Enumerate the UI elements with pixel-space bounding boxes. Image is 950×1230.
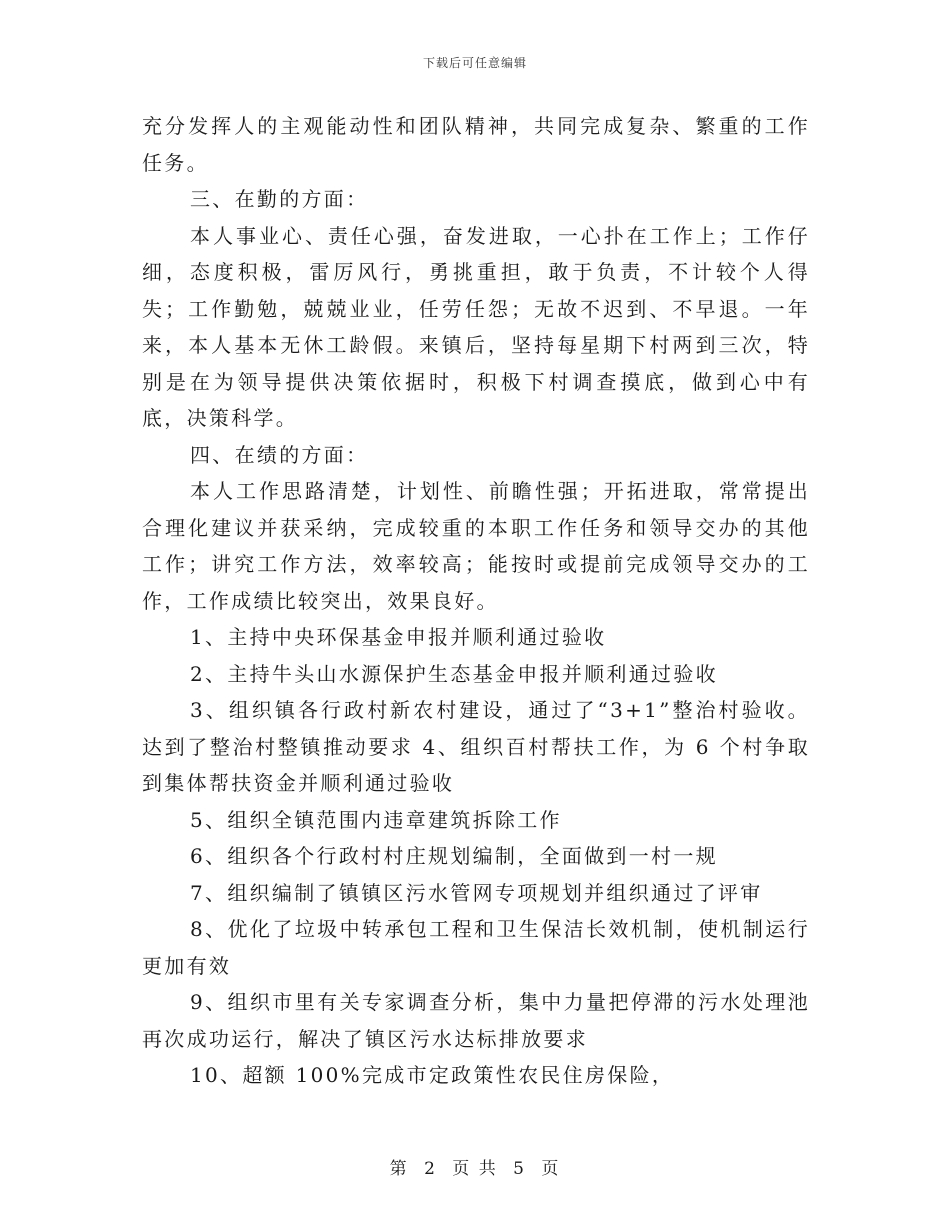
list-item: 5、组织全镇范围内违章建筑拆除工作 (190, 807, 562, 832)
current-page-number: 2 (424, 1159, 437, 1179)
list-item: 8、优化了垃圾中转承包工程和卫生保洁长效机制，使机制运行更加有效 (142, 917, 810, 978)
list-item: 9、组织市里有关专家调查分析，集中力量把停滞的污水处理池再次成功运行，解决了镇区污水达标排放要求 (142, 990, 810, 1051)
list-item: 10、超额 100%完成市定政策性农民住房保险， (190, 1063, 675, 1087)
paragraph: 本人工作思路清楚，计划性、前瞻性强；开拓进取，常常提出合理化建议并获采纳，完成较重的本职工作任务和领导交办的其他工作；讲究工作方法，效率较高；能按时或提前完成领导交办的工作，工作成绩比较突出，效果良好。 (142, 479, 810, 613)
footer-middle: 页 共 (452, 1159, 498, 1179)
footer-suffix: 页 (541, 1159, 561, 1179)
footer-prefix: 第 (389, 1159, 409, 1179)
section-heading: 四、在绩的方面： (190, 442, 369, 467)
paragraph: 本人事业心、责任心强，奋发进取，一心扑在工作上；工作仔细，态度积极，雷厉风行，勇挑重担，敢于负责，不计较个人得失；工作勤勉，兢兢业业，任劳任怨；无故不迟到、不早退。一年来，本人基本无休工龄假。来镇后，坚持每星期下村两到三次，特别是在为领导提供决策依据时，积极下村调查摸底，做到心中有底，决策科学。 (142, 223, 810, 430)
document-body (142, 108, 810, 1094)
page-header-note: 下载后可任意编辑 (422, 56, 527, 70)
list-item: 1、主持中央环保基金申报并顺利通过验收 (190, 625, 607, 649)
list-item: 7、组织编制了镇镇区污水管网专项规划并组织通过了评审 (190, 880, 763, 905)
paragraph: 充分发挥人的主观能动性和团队精神，共同完成复杂、繁重的工作任务。 (142, 114, 810, 175)
section-heading: 三、在勤的方面： (190, 187, 369, 211)
list-item: 2、主持牛头山水源保护生态基金申报并顺利通过验收 (190, 661, 718, 686)
total-page-number: 5 (513, 1159, 526, 1179)
list-item: 3、组织镇各行政村新农村建设，通过了“3+1”整治村验收。达到了整治村整镇推动要求 4、组织百村帮扶工作，为 6 个村争取到集体帮扶资金并顺利通过验收 (142, 698, 810, 795)
page-number-footer (0, 1154, 950, 1179)
list-item: 6、组织各个行政村村庄规划编制，全面做到一村一规 (190, 844, 718, 868)
